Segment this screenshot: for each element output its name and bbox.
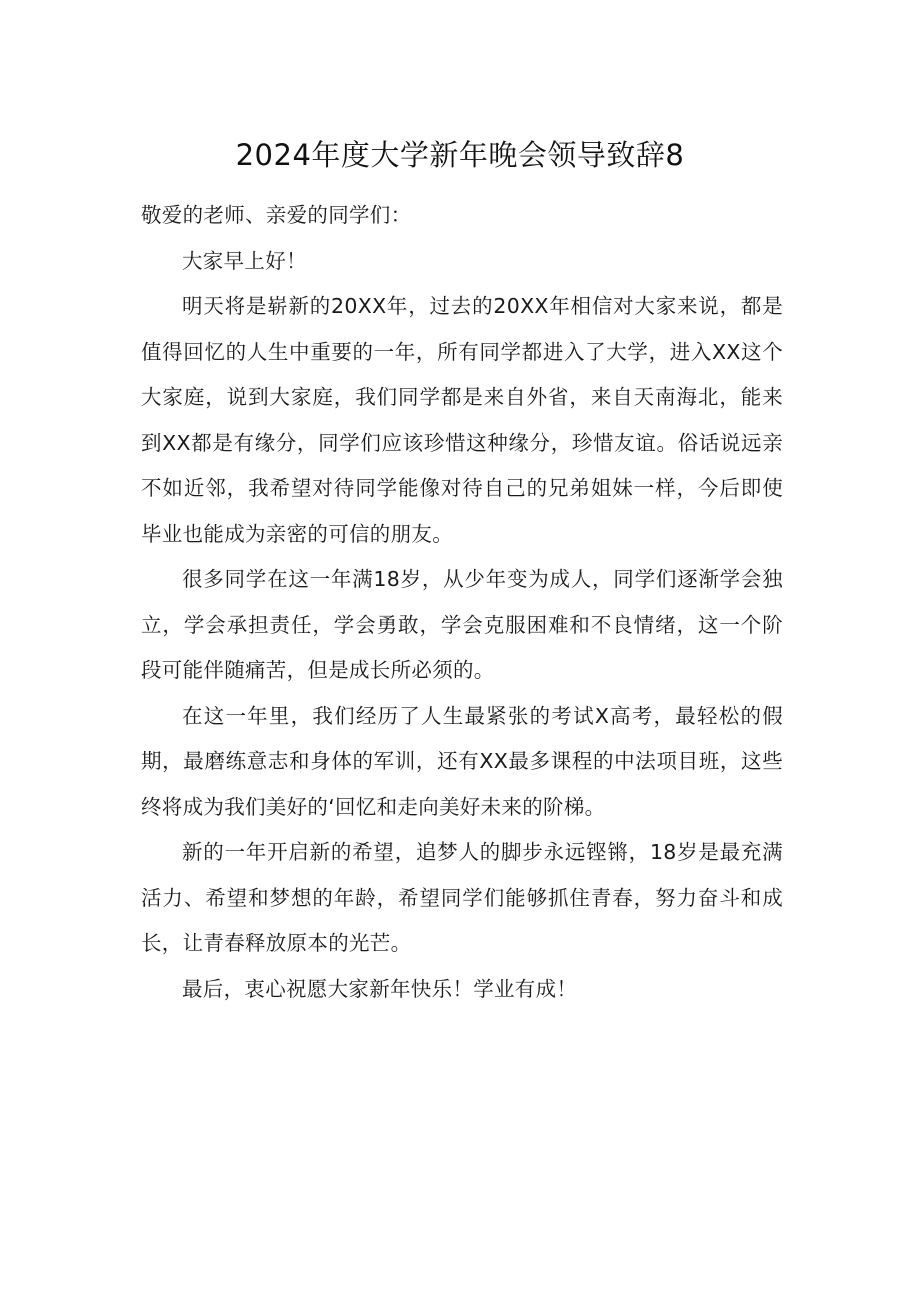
paragraph-2: 很多同学在这一年满18岁，从少年变为成人，同学们逐渐学会独立，学会承担责任，学会勇敢，学会克服困难和不良情绪，这一个阶段可能伴随痛苦，但是成长所必须的。 [141,567,783,682]
paragraph-1: 明天将是崭新的20XX年，过去的20XX年相信对大家来说，都是值得回忆的人生中重要的一年，所有同学都进入了大学，进入XX这个大家庭，说到大家庭，我们同学都是来自外省，来自天南海北，能来到XX都是有缘分，同学们应该珍惜这种缘分，珍惜友谊。俗话说远亲不如近邻，我希望对待同学能像对待自己的兄弟姐妹一样，今后即使毕业也能成为亲密的可信的朋友。 [141,294,783,546]
document-title: 2024年度大学新年晚会领导致辞8 [235,138,685,172]
paragraph-3: 在这一年里，我们经历了人生最紧张的考试X高考，最轻松的假期，最磨练意志和身体的军训，还有XX最多课程的中法项目班，这些终将成为我们美好的‘回忆和走向美好未来的阶梯。 [141,703,783,819]
document-body [141,193,783,1012]
salutation: 敬爱的老师、亲爱的同学们： [141,203,412,227]
closing: 最后，衷心祝愿大家新年快乐！学业有成！ [182,976,578,1001]
greeting: 大家早上好！ [182,248,307,273]
paragraph-4: 新的一年开启新的希望，追梦人的脚步永远铿锵，18岁是最充满活力、希望和梦想的年龄，希望同学们能够抓住青春，努力奋斗和成长，让青春释放原本的光芒。 [141,840,783,955]
